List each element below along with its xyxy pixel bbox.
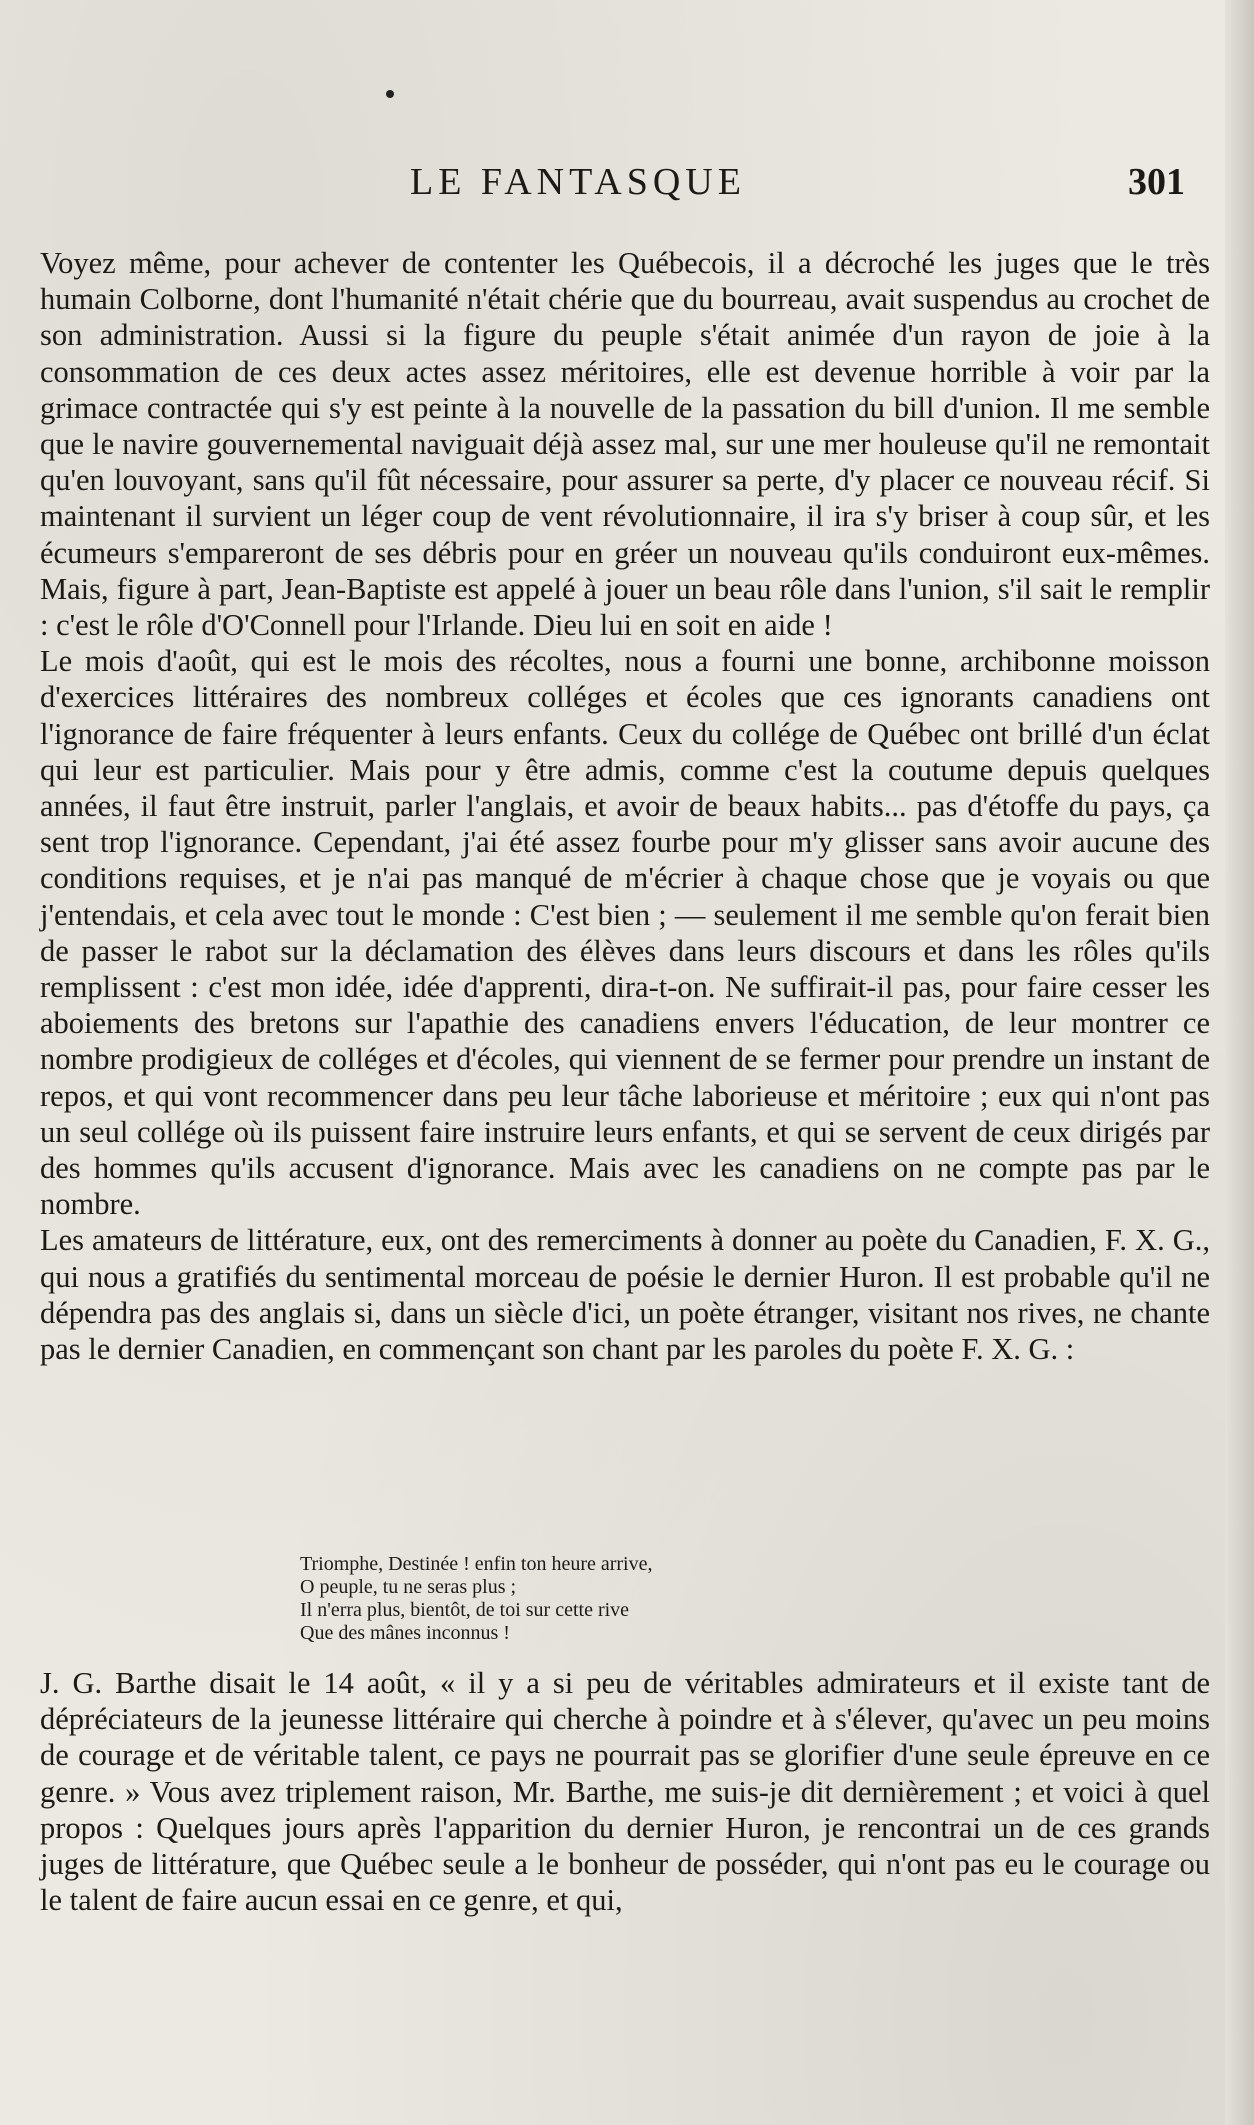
page-number: 301: [1128, 161, 1185, 203]
page-header: [0, 160, 1254, 220]
page-edge: [1225, 0, 1254, 2125]
body-text: Voyez même, pour achever de contenter les Québecois, il a décroché les juges que le très humain Colborne, dont l'humanité n'était chérie que du bourreau, avait suspendus au crochet de son administration. Aussi si la figure du peuple s'était animée d'un rayon de joie à la consommation de ces deux actes assez méritoires, elle est devenue horrible à voir par la grimace contractée qui s'y est peinte à la nouvelle de la passation du bill d'union. Il me semble que le navire gouvernemental naviguait déjà assez mal, sur une mer houleuse qu'il ne remontait qu'en louvoyant, sans qu'il fût nécessaire, pour assurer sa perte, d'y placer ce nouveau récif. Si maintenant il survient un léger coup de vent révolutionnaire, il ira s'y briser à coup sûr, et les écumeurs s'empareront de ses débris pour en gréer un nouveau qu'ils conduiront eux-mêmes. Mais, figure à part, Jean-Baptiste est appelé à jouer un beau rôle dans l'union, s'il sait le remplir : c'est le rôle d'O'Connell pour l'Irlande. Dieu lui en soit en aide ! Le mois d'août, qui est le mois des récoltes, nous a fourni une bonne, archibonne moisson d'exercices littéraires des nombreux colléges et écoles que ces ignorants canadiens ont l'ignorance de faire fréquenter à leurs enfants. Ceux du collége de Québec ont brillé d'un éclat qui leur est particulier. Mais pour y être admis, comme c'est la coutume depuis quelques années, il faut être instruit, parler l'anglais, et avoir de beaux habits... pas d'étoffe du pays, ça sent trop l'ignorance. Cependant, j'ai été assez fourbe pour m'y glisser sans avoir aucune des conditions requises, et je n'ai pas manqué de m'écrier à chaque chose que je voyais ou que j'entendais, et cela avec tout le monde : C'est bien ; — seulement il me semble qu'on ferait bien de passer le rabot sur la déclamation des élèves dans leurs discours et dans les rôles qu'ils remplissent : c'est mon idée, idée d'apprenti, dira-t-on. Ne suffirait-il pas, pour faire cesser les aboiements des bretons sur l'apathie des canadiens envers l'éducation, de leur montrer ce nombre prodigieux de colléges et d'écoles, qui viennent de se fermer pour prendre un instant de repos, et qui vont recommencer dans peu leur tâche laborieuse et méritoire ; eux qui n'ont pas un seul collége où ils puissent faire instruire leurs enfants, et qui se servent de ceux dirigés par des hommes qu'ils accusent d'ignorance. Mais avec les canadiens on ne compte pas par le nombre. Les amateurs de littérature, eux, ont des remerciments à donner au poète du Canadien, F. X. G., qui nous a gratifiés du sentimental morceau de poésie le dernier Huron. Il est probable qu'il ne dépendra pas des anglais si, dans un siècle d'ici, un poète étranger, visitant nos rives, ne chante pas le dernier Canadien, en commençant son chant par les paroles du poète F. X. G. :: [40, 246, 1210, 1367]
body-text-continued: J. G. Barthe disait le 14 août, « il y a si peu de véritables admirateurs et il existe tant de dépréciateurs de la jeunesse littéraire qui cherche à poindre et à s'élever, qu'avec un peu moins de courage et de véritable talent, ce pays ne pourrait pas se glorifier d'une seule épreuve en ce genre. » Vous avez triplement raison, Mr. Barthe, me suis-je dit dernièrement ; et voici à quel propos : Quelques jours après l'apparition du dernier Huron, je rencontrai un de ces grands juges de littérature, que Québec seule a le bonheur de posséder, qui n'ont pas eu le courage ou le talent de faire aucun essai en ce genre, et qui,: [40, 1666, 1210, 1918]
running-title: LE FANTASQUE: [410, 161, 746, 203]
poem-quotation: Triomphe, Destinée ! enfin ton heure arrive, O peuple, tu ne seras plus ; Il n'erra plus, bientôt, de toi sur cette rive Que des mânes inconnus !: [300, 1553, 653, 1644]
ink-speck: [386, 90, 394, 98]
